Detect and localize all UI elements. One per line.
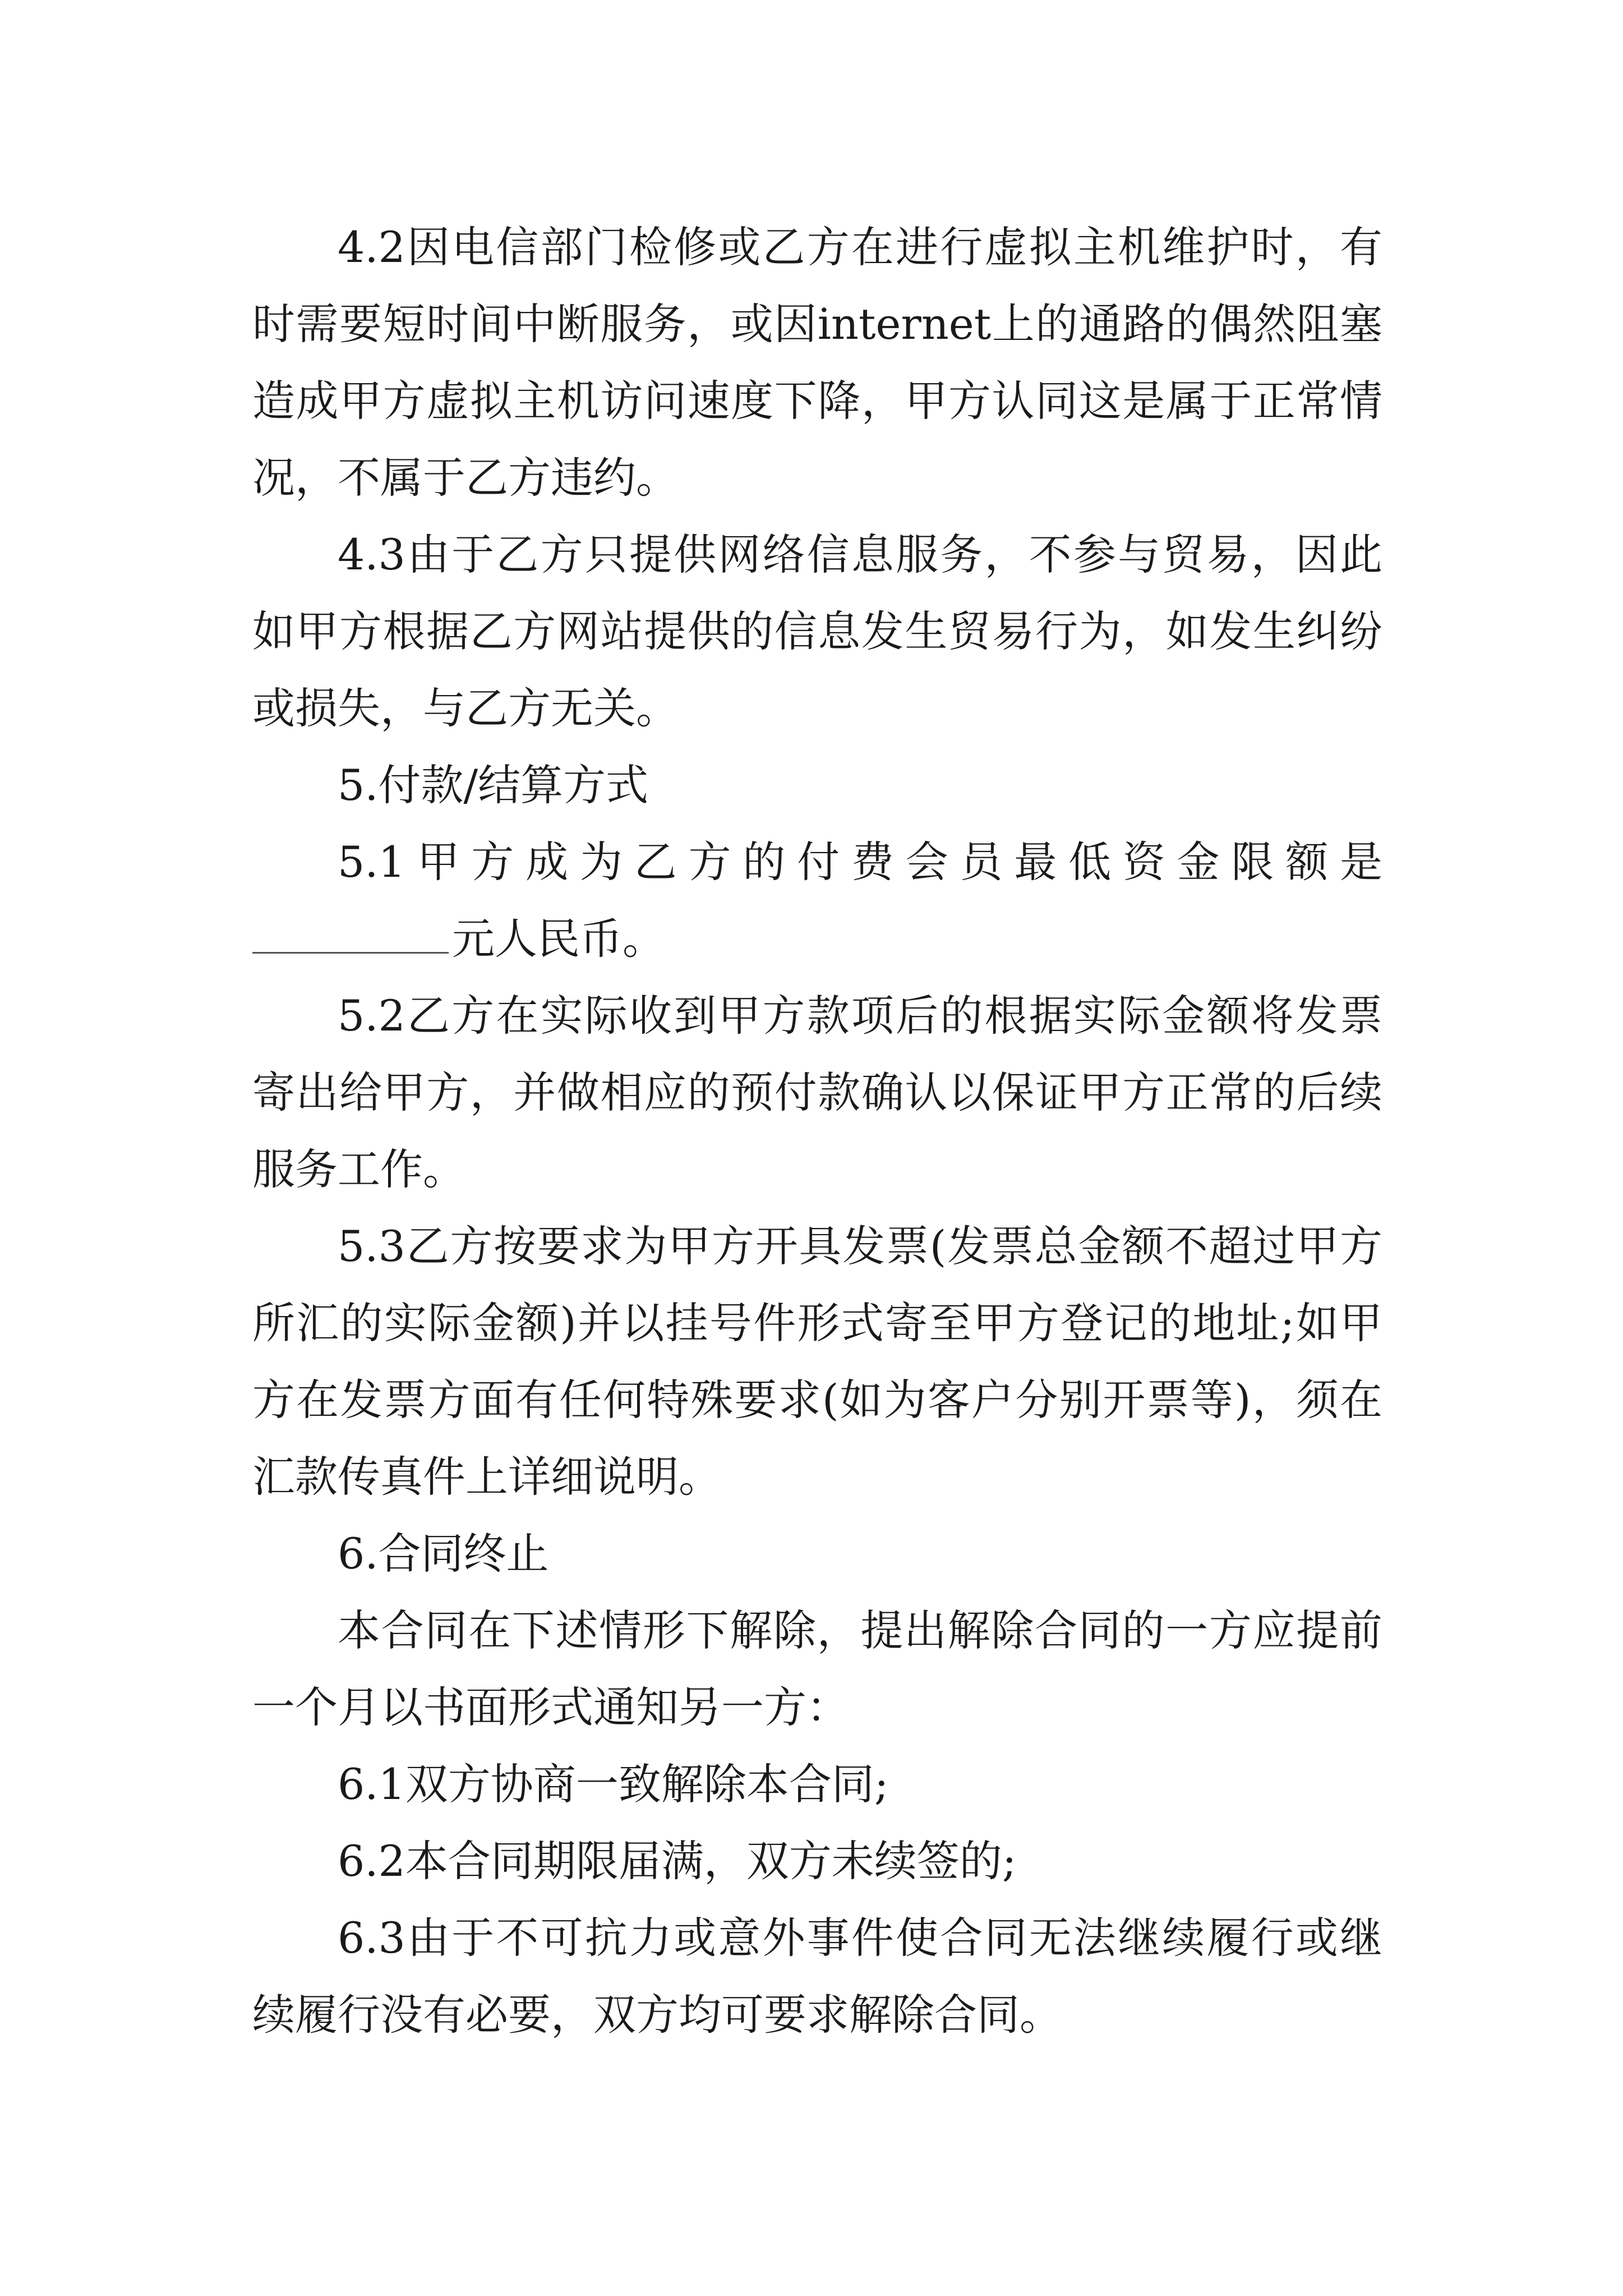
document-body: [252, 209, 1382, 2053]
paragraph-6-1: 6.1双方协商一致解除本合同;: [338, 1759, 889, 1809]
section-heading-termination: 6.合同终止: [338, 1529, 549, 1579]
paragraph-5-2: 5.2乙方在实际收到甲方款项后的根据实际金额将发票寄出给甲方，并做相应的预付款确认以保证甲方正常的后续服务工作。: [252, 991, 1382, 1194]
paragraph-6-2: 6.2本合同期限届满，双方未续签的;: [338, 1836, 1017, 1886]
paragraph-termination-intro: 本合同在下述情形下解除，提出解除合同的一方应提前一个月以书面形式通知另一方：: [252, 1605, 1382, 1732]
paragraph-6-3: 6.3由于不可抗力或意外事件使合同无法继续履行或继续履行没有必要，双方均可要求解除合同。: [252, 1913, 1382, 2040]
paragraph-4-3: 4.3由于乙方只提供网络信息服务，不参与贸易，因此如甲方根据乙方网站提供的信息发生贸易行为，如发生纠纷或损失，与乙方无关。: [252, 530, 1382, 733]
amount-suffix: 元人民币。: [452, 914, 665, 964]
paragraph-5-1-blank-line: [252, 900, 1382, 977]
paragraph-5-1: 5.1甲方成为乙方的付费会员最低资金限额是: [338, 837, 1382, 887]
amount-blank: [252, 918, 449, 954]
paragraph-4-2: 4.2因电信部门检修或乙方在进行虚拟主机维护时，有时需要短时间中断服务，或因internet上的通路的偶然阻塞造成甲方虚拟主机访问速度下降，甲方认同这是属于正常情况，不属于乙方违约。: [252, 222, 1382, 503]
paragraph-5-3: 5.3乙方按要求为甲方开具发票(发票总金额不超过甲方所汇的实际金额)并以挂号件形式寄至甲方登记的地址;如甲方在发票方面有任何特殊要求(如为客户分别开票等)，须在汇款传真件上详细说明。: [252, 1221, 1382, 1502]
section-heading-payment: 5.付款/结算方式: [338, 760, 649, 810]
